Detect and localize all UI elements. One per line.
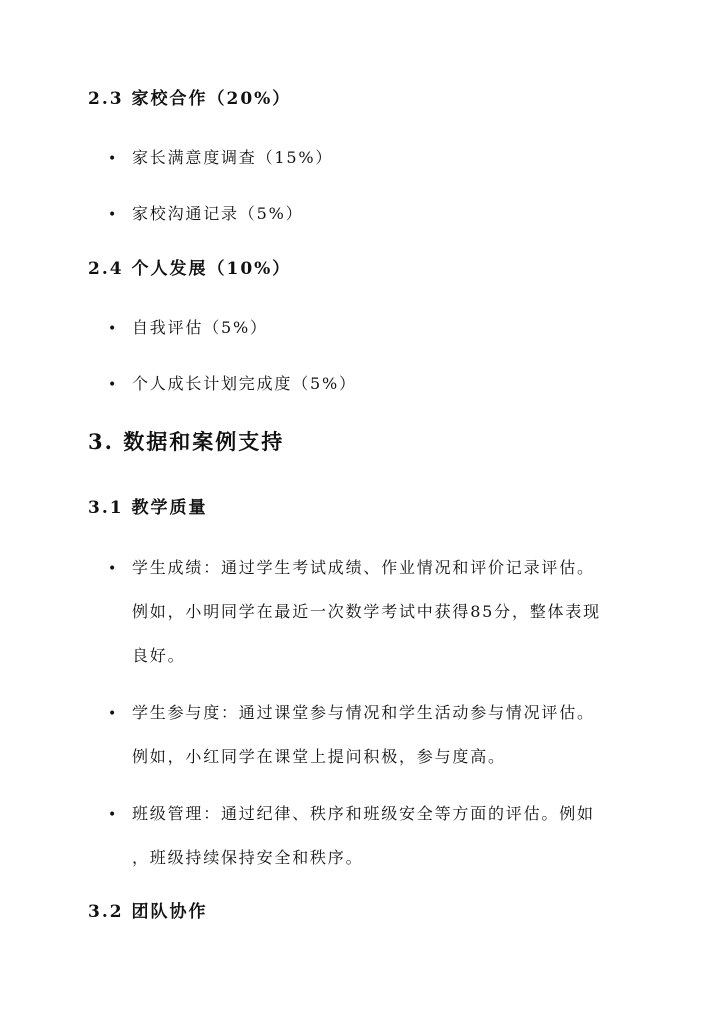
bullet-icon: •: [108, 706, 117, 722]
list-item-student-grades-line2: 例如，小明同学在最近一次数学考试中获得85分，整体表现: [132, 602, 601, 621]
heading-3-1: 3.1 教学质量: [88, 498, 208, 518]
heading-3: 3. 数据和案例支持: [88, 429, 285, 454]
bullet-icon: •: [108, 151, 117, 167]
list-item-student-grades-line3: 良好。: [132, 646, 186, 665]
heading-2-4: 2.4 个人发展（10%）: [88, 259, 292, 279]
bullet-icon: •: [108, 207, 117, 223]
list-item-self-assessment: 自我评估（5%）: [132, 318, 268, 337]
list-item-student-participation-line1: 学生参与度：通过课堂参与情况和学生活动参与情况评估。: [132, 703, 595, 722]
bullet-icon: •: [108, 561, 117, 577]
list-item-class-management-line2: ，班级持续保持安全和秩序。: [132, 848, 364, 867]
list-item-growth-plan: 个人成长计划完成度（5%）: [132, 374, 357, 393]
heading-3-2: 3.2 团队协作: [88, 902, 208, 922]
bullet-icon: •: [108, 377, 117, 393]
list-item-class-management-line1: 班级管理：通过纪律、秩序和班级安全等方面的评估。例如: [132, 804, 595, 823]
bullet-icon: •: [108, 807, 117, 823]
list-item-parent-satisfaction: 家长满意度调查（15%）: [132, 148, 334, 167]
bullet-icon: •: [108, 321, 117, 337]
list-item-home-school-communication: 家校沟通记录（5%）: [132, 204, 304, 223]
list-item-student-participation-line2: 例如，小红同学在课堂上提问积极，参与度高。: [132, 747, 506, 766]
heading-2-3: 2.3 家校合作（20%）: [88, 89, 292, 109]
list-item-student-grades-line1: 学生成绩：通过学生考试成绩、作业情况和评价记录评估。: [132, 558, 595, 577]
